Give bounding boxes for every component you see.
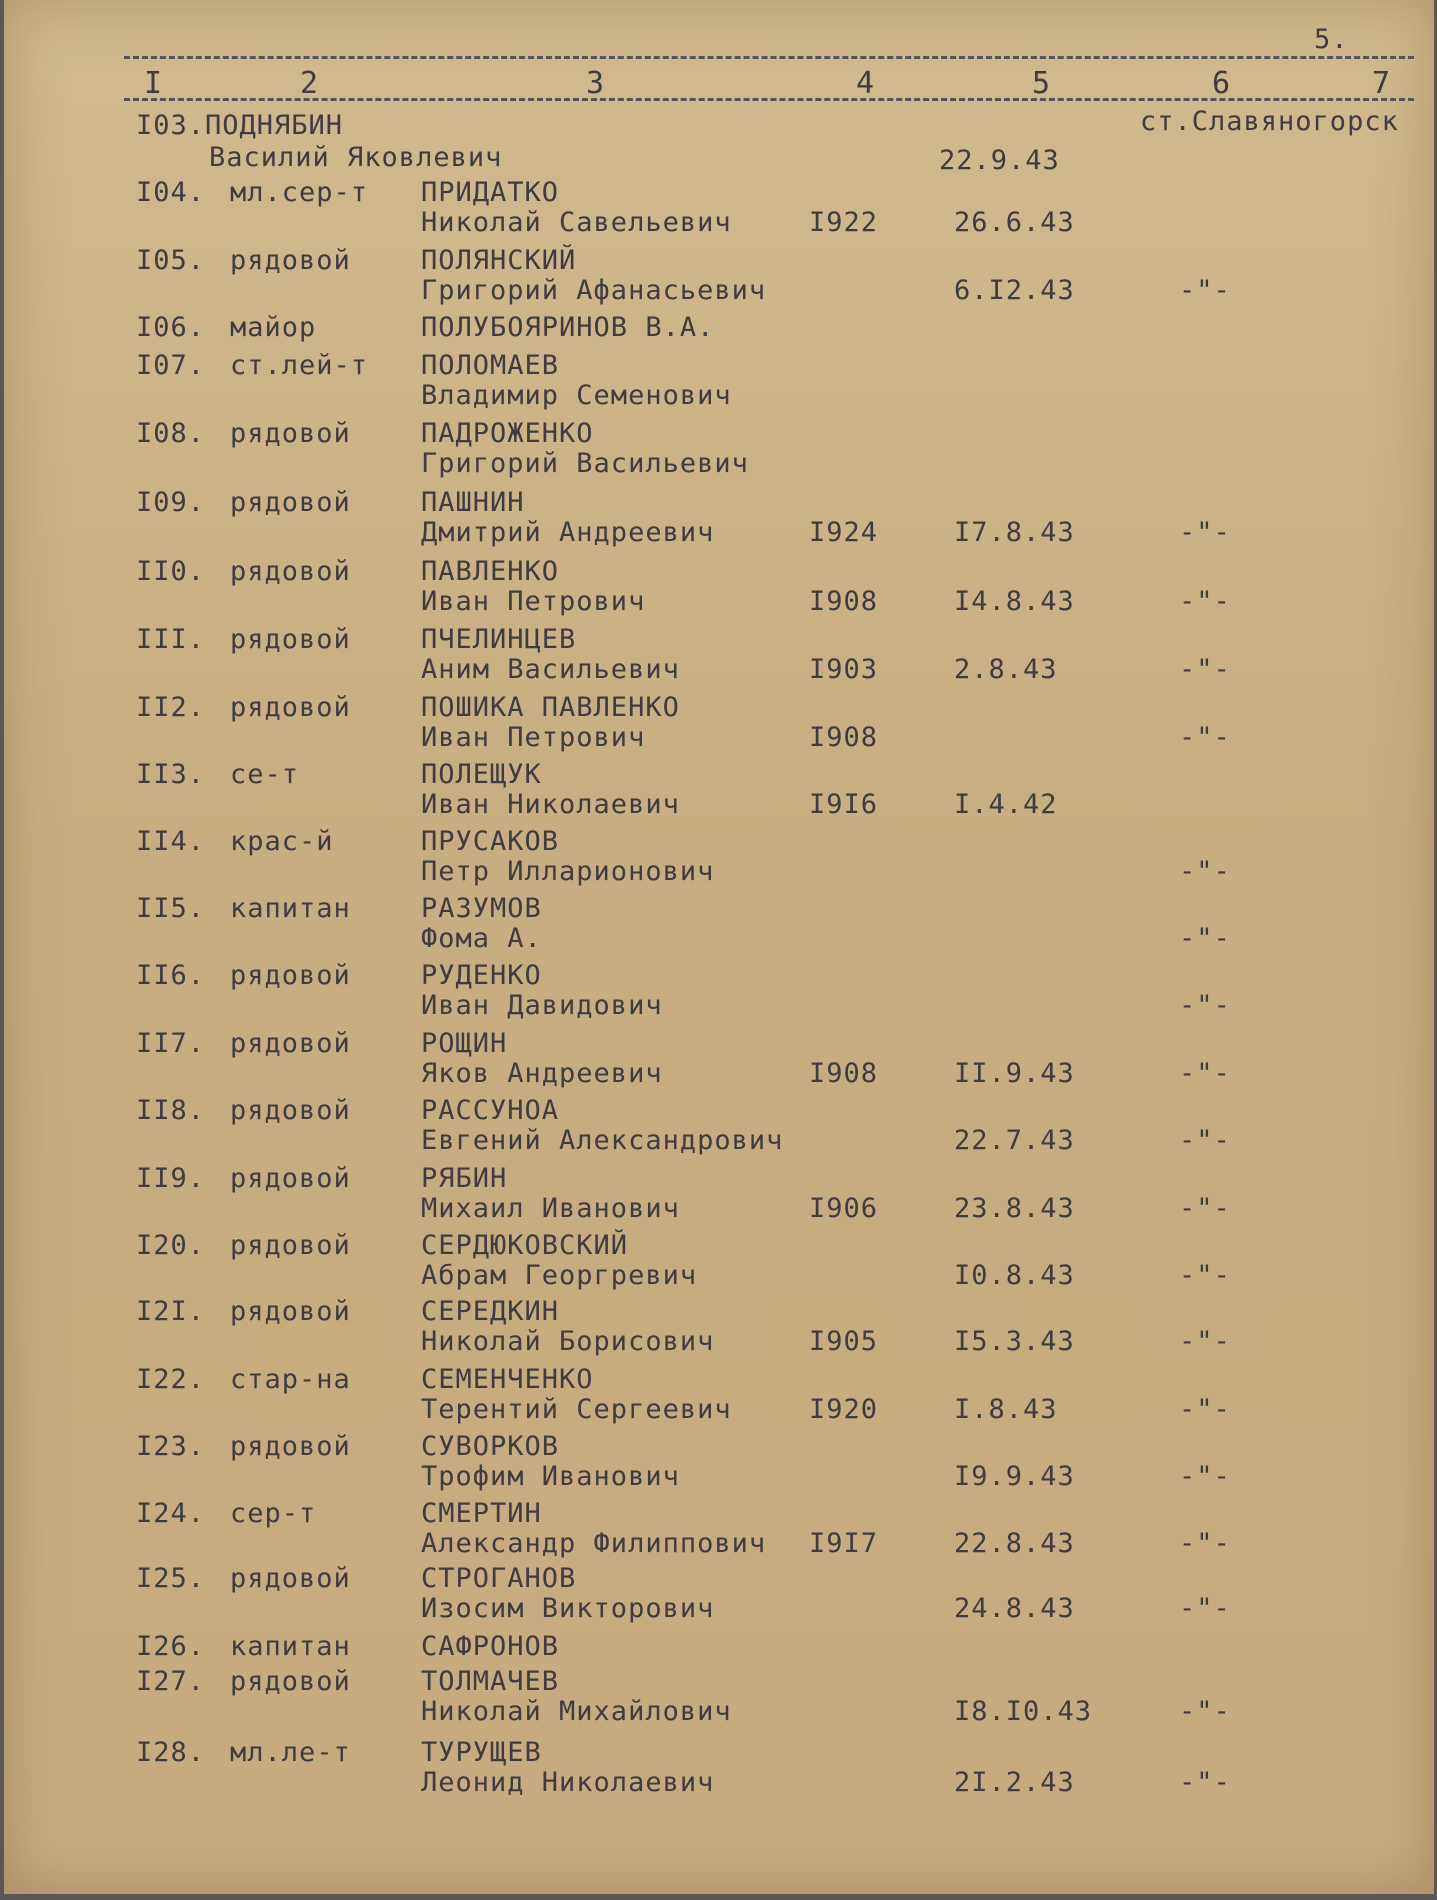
- row-number: I04.: [136, 177, 206, 208]
- rank: се-т: [230, 759, 300, 790]
- document-page: [4, 0, 1434, 1894]
- table-row: [4, 487, 1434, 554]
- column-header-7: 7: [1372, 66, 1392, 101]
- row-number: I25.: [136, 1563, 206, 1594]
- given-names: Трофим Иванович: [421, 1461, 680, 1492]
- rank: майор: [230, 312, 317, 343]
- rank: рядовой: [230, 245, 351, 276]
- surname: ПОЛУБОЯРИНОВ В.А.: [421, 312, 715, 343]
- given-names: Дмитрий Андреевич: [421, 517, 715, 548]
- date: 2I.2.43: [954, 1767, 1075, 1798]
- surname: ПЧЕЛИНЦЕВ: [421, 624, 577, 655]
- surname: СЕРЕДКИН: [421, 1296, 560, 1327]
- row-number: I23.: [136, 1431, 206, 1462]
- ditto-mark: -"-: [1179, 1767, 1231, 1798]
- table-row: [4, 1230, 1434, 1297]
- column-header-1: I: [144, 66, 164, 101]
- rank: стар-на: [230, 1364, 351, 1395]
- surname: ПОЛЕЩУК: [421, 759, 542, 790]
- table-row: [4, 960, 1434, 1027]
- rank: рядовой: [230, 418, 351, 449]
- ditto-mark: -"-: [1179, 654, 1231, 685]
- given-names: Евгений Александрович: [421, 1125, 784, 1156]
- column-header-6: 6: [1212, 66, 1232, 101]
- record-103-date: 22.9.43: [939, 145, 1060, 176]
- ditto-mark: -"-: [1179, 1193, 1231, 1224]
- given-names: Иван Петрович: [421, 722, 646, 753]
- ditto-mark: -"-: [1179, 586, 1231, 617]
- column-header-2: 2: [300, 66, 320, 101]
- row-number: II8.: [136, 1095, 206, 1126]
- row-number: III.: [136, 624, 206, 655]
- birth-year: I922: [809, 207, 879, 238]
- surname: РЯБИН: [421, 1163, 508, 1194]
- ditto-mark: -"-: [1179, 1696, 1231, 1727]
- surname: ПОШИКА ПАВЛЕНКО: [421, 692, 680, 723]
- surname: ПРУСАКОВ: [421, 826, 560, 857]
- given-names: Иван Петрович: [421, 586, 646, 617]
- surname: ПОЛЯНСКИЙ: [421, 245, 577, 276]
- row-number: I06.: [136, 312, 206, 343]
- given-names: Николай Михайлович: [421, 1696, 732, 1727]
- table-row: [4, 692, 1434, 759]
- rank: рядовой: [230, 960, 351, 991]
- surname: СМЕРТИН: [421, 1498, 542, 1529]
- table-row: [4, 1364, 1434, 1431]
- birth-year: I9I7: [809, 1528, 879, 1559]
- row-number: II9.: [136, 1163, 206, 1194]
- table-row: [4, 556, 1434, 623]
- table-row: [4, 826, 1434, 893]
- date: II.9.43: [954, 1058, 1075, 1089]
- given-names: Абрам Георгревич: [421, 1260, 698, 1291]
- given-names: Иван Николаевич: [421, 789, 680, 820]
- given-names: Аним Васильевич: [421, 654, 680, 685]
- table-row: [4, 624, 1434, 691]
- table-row: [4, 1095, 1434, 1162]
- rank: рядовой: [230, 624, 351, 655]
- row-number: I07.: [136, 350, 206, 381]
- birth-year: I906: [809, 1193, 879, 1224]
- surname: СЕМЕНЧЕНКО: [421, 1364, 594, 1395]
- rank: рядовой: [230, 1163, 351, 1194]
- column-header-4: 4: [856, 66, 876, 101]
- surname: ТОЛМАЧЕВ: [421, 1666, 560, 1697]
- ditto-mark: -"-: [1179, 275, 1231, 306]
- table-row: [4, 1163, 1434, 1230]
- rank: рядовой: [230, 1296, 351, 1327]
- surname: ТУРУЩЕВ: [421, 1737, 542, 1768]
- date: I.4.42: [954, 789, 1058, 820]
- table-row: [4, 1737, 1434, 1804]
- row-number: II3.: [136, 759, 206, 790]
- surname: ПАШНИН: [421, 487, 525, 518]
- surname: СТРОГАНОВ: [421, 1563, 577, 1594]
- given-names: Изосим Викторович: [421, 1593, 715, 1624]
- ditto-mark: -"-: [1179, 1461, 1231, 1492]
- date: 2.8.43: [954, 654, 1058, 685]
- row-number: II2.: [136, 692, 206, 723]
- rank: мл.ле-т: [230, 1737, 351, 1768]
- birth-year: I908: [809, 1058, 879, 1089]
- ditto-mark: -"-: [1179, 1260, 1231, 1291]
- ditto-mark: -"-: [1179, 1394, 1231, 1425]
- surname: РУДЕНКО: [421, 960, 542, 991]
- ditto-mark: -"-: [1179, 1326, 1231, 1357]
- surname: ПРИДАТКО: [421, 177, 560, 208]
- rank: рядовой: [230, 1028, 351, 1059]
- birth-year: I908: [809, 586, 879, 617]
- given-names: Терентий Сергеевич: [421, 1394, 732, 1425]
- surname: САФРОНОВ: [421, 1631, 560, 1662]
- given-names: Фома А.: [421, 923, 542, 954]
- rank: рядовой: [230, 556, 351, 587]
- table-row: [4, 1028, 1434, 1095]
- rank: капитан: [230, 1631, 351, 1662]
- birth-year: I924: [809, 517, 879, 548]
- rank: рядовой: [230, 692, 351, 723]
- row-number: I26.: [136, 1631, 206, 1662]
- surname: РАССУНОА: [421, 1095, 560, 1126]
- surname: РАЗУМОВ: [421, 893, 542, 924]
- birth-year: I908: [809, 722, 879, 753]
- table-row: [4, 245, 1434, 312]
- rank: сер-т: [230, 1498, 317, 1529]
- row-number: I22.: [136, 1364, 206, 1395]
- date: I5.3.43: [954, 1326, 1075, 1357]
- ditto-mark: -"-: [1179, 517, 1231, 548]
- given-names: Иван Давидович: [421, 990, 663, 1021]
- header-rule-top: [124, 56, 1414, 59]
- given-names: Яков Андреевич: [421, 1058, 663, 1089]
- date: 26.6.43: [954, 207, 1075, 238]
- date: I9.9.43: [954, 1461, 1075, 1492]
- date: 24.8.43: [954, 1593, 1075, 1624]
- row-number: I08.: [136, 418, 206, 449]
- ditto-mark: -"-: [1179, 990, 1231, 1021]
- date: 6.I2.43: [954, 275, 1075, 306]
- ditto-mark: -"-: [1179, 1125, 1231, 1156]
- column-header-3: 3: [586, 66, 606, 101]
- table-row: [4, 350, 1434, 417]
- surname: ПАВЛЕНКО: [421, 556, 560, 587]
- ditto-mark: -"-: [1179, 923, 1231, 954]
- row-number: I09.: [136, 487, 206, 518]
- rank: рядовой: [230, 487, 351, 518]
- row-number: I27.: [136, 1666, 206, 1697]
- row-number: II4.: [136, 826, 206, 857]
- rank: крас-й: [230, 826, 334, 857]
- row-number: II0.: [136, 556, 206, 587]
- rank: рядовой: [230, 1563, 351, 1594]
- rank: мл.сер-т: [230, 177, 369, 208]
- given-names: Александр Филиппович: [421, 1528, 767, 1559]
- table-row: [4, 1666, 1434, 1733]
- column-header-5: 5: [1032, 66, 1052, 101]
- date: I4.8.43: [954, 586, 1075, 617]
- table-row: [4, 759, 1434, 826]
- table-row: [4, 1498, 1434, 1565]
- rank: ст.лей-т: [230, 350, 369, 381]
- date: 23.8.43: [954, 1193, 1075, 1224]
- table-row: [4, 1563, 1434, 1630]
- surname: РОЩИН: [421, 1028, 508, 1059]
- date: I7.8.43: [954, 517, 1075, 548]
- birth-year: I920: [809, 1394, 879, 1425]
- row-number: I24.: [136, 1498, 206, 1529]
- given-names: Леонид Николаевич: [421, 1767, 715, 1798]
- ditto-mark: -"-: [1179, 856, 1231, 887]
- record-103-place: ст.Славяногорск: [1140, 106, 1399, 137]
- row-number: II7.: [136, 1028, 206, 1059]
- birth-year: I905: [809, 1326, 879, 1357]
- given-names: Николай Савельевич: [421, 207, 732, 238]
- table-row: [4, 1431, 1434, 1498]
- rank: капитан: [230, 893, 351, 924]
- header-rule-bottom: [124, 98, 1414, 101]
- date: I0.8.43: [954, 1260, 1075, 1291]
- rank: рядовой: [230, 1095, 351, 1126]
- date: I8.I0.43: [954, 1696, 1093, 1727]
- table-row: [4, 418, 1434, 485]
- ditto-mark: -"-: [1179, 1528, 1231, 1559]
- table-row: [4, 177, 1434, 244]
- given-names: Николай Борисович: [421, 1326, 715, 1357]
- given-names: Григорий Васильевич: [421, 448, 749, 479]
- date: 22.8.43: [954, 1528, 1075, 1559]
- ditto-mark: -"-: [1179, 1593, 1231, 1624]
- row-number: I05.: [136, 245, 206, 276]
- rank: рядовой: [230, 1230, 351, 1261]
- given-names: Михаил Иванович: [421, 1193, 680, 1224]
- row-number: I28.: [136, 1737, 206, 1768]
- surname: СЕРДЮКОВСКИЙ: [421, 1230, 629, 1261]
- given-names: Петр Илларионович: [421, 856, 715, 887]
- rank: рядовой: [230, 1666, 351, 1697]
- surname: ПАДРОЖЕНКО: [421, 418, 594, 449]
- ditto-mark: -"-: [1179, 1058, 1231, 1089]
- birth-year: I9I6: [809, 789, 879, 820]
- row-number: I2I.: [136, 1296, 206, 1327]
- table-row: [4, 1296, 1434, 1363]
- date: 22.7.43: [954, 1125, 1075, 1156]
- surname: СУВОРКОВ: [421, 1431, 560, 1462]
- record-103-given: Василий Яковлевич: [209, 142, 503, 173]
- given-names: Григорий Афанасьевич: [421, 275, 767, 306]
- surname: ПОЛОМАЕВ: [421, 350, 560, 381]
- row-number: I20.: [136, 1230, 206, 1261]
- table-row: [4, 893, 1434, 960]
- rank: рядовой: [230, 1431, 351, 1462]
- row-number: II5.: [136, 893, 206, 924]
- row-number: II6.: [136, 960, 206, 991]
- given-names: Владимир Семенович: [421, 380, 732, 411]
- page-number: 5.: [1314, 24, 1349, 55]
- ditto-mark: -"-: [1179, 722, 1231, 753]
- birth-year: I903: [809, 654, 879, 685]
- date: I.8.43: [954, 1394, 1058, 1425]
- record-103-name: I03.ПОДНЯБИН: [136, 110, 344, 141]
